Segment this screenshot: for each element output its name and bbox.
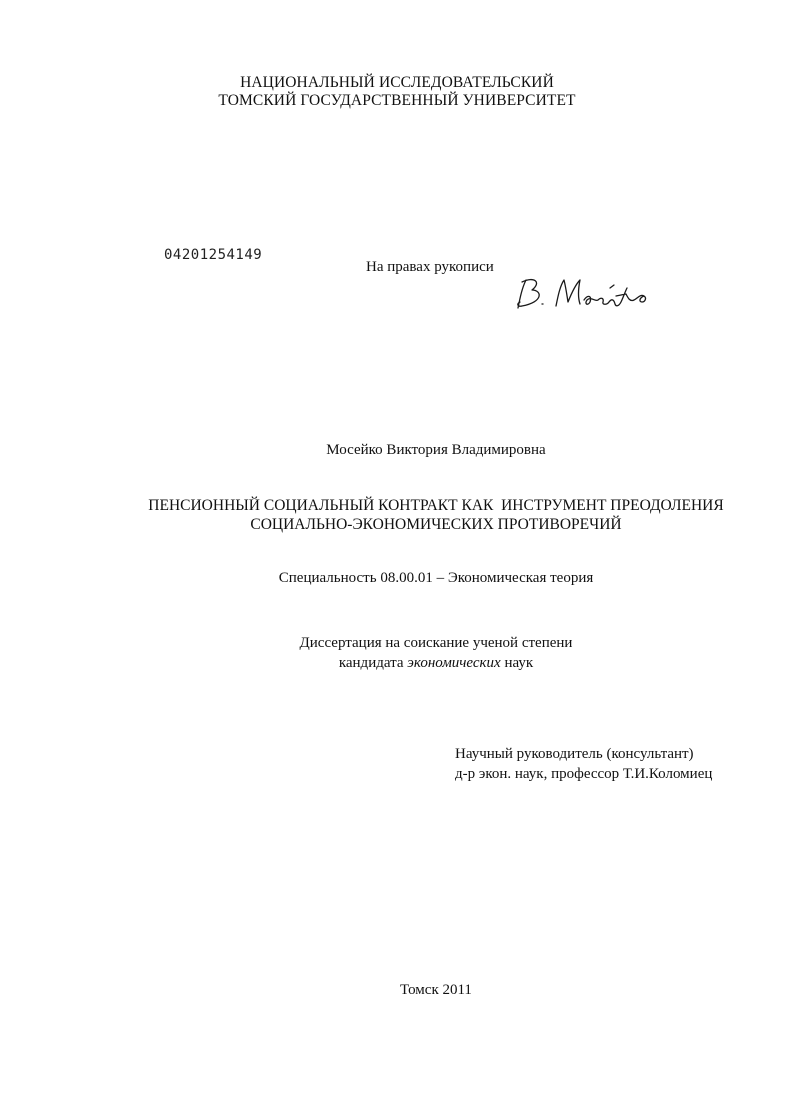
- degree-prefix: кандидата: [338, 655, 408, 671]
- supervisor-info: [455, 744, 712, 784]
- university-line-2: ТОМСКИЙ ГОСУДАРСТВЕННЫЙ УНИВЕРСИТЕТ: [218, 92, 576, 109]
- specialty: Специальность 08.00.01 – Экономическая теория: [278, 570, 594, 586]
- supervisor-name: д-р экон. наук, профессор Т.И.Коломиец: [455, 766, 713, 782]
- thesis-title-line-2: СОЦИАЛЬНО-ЭКОНОМИЧЕСКИХ ПРОТИВОРЕЧИЙ: [250, 516, 622, 533]
- degree-line-1: Диссертация на соискание ученой степени: [299, 635, 573, 651]
- degree-line-2: [0, 653, 794, 673]
- handwritten-signature: [512, 270, 672, 315]
- thesis-title-line-1: ПЕНСИОННЫЙ СОЦИАЛЬНЫЙ КОНТРАКТ КАК ИНСТРУМЕНТ ПРЕОДОЛЕНИЯ: [148, 497, 724, 514]
- university-line-1: НАЦИОНАЛЬНЫЙ ИССЛЕДОВАТЕЛЬСКИЙ: [240, 74, 554, 91]
- degree-field: экономических: [407, 655, 501, 671]
- degree-suffix: наук: [500, 655, 534, 671]
- degree-statement: [0, 633, 794, 673]
- city-year: Томск 2011: [400, 982, 472, 998]
- registry-number: 04201254149: [164, 247, 263, 263]
- manuscript-rights-note: На правах рукописи: [366, 259, 494, 275]
- thesis-title: [0, 496, 794, 534]
- supervisor-role: Научный руководитель (консультант): [455, 746, 694, 762]
- university-header: [0, 74, 794, 110]
- author-name: Мосейко Виктория Владимировна: [326, 442, 546, 458]
